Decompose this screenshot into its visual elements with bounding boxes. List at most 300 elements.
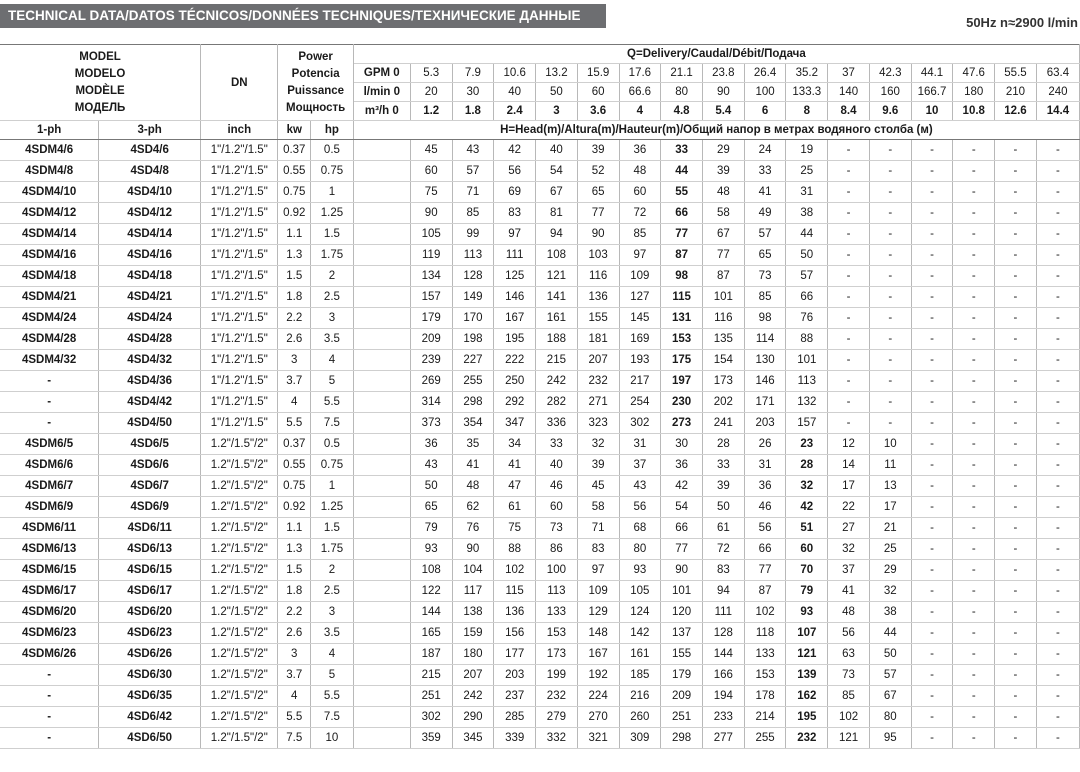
hp-value: 3.5: [311, 623, 354, 644]
table-row: [0, 266, 1080, 287]
head-spacer: [353, 623, 410, 644]
head-value: -: [828, 203, 870, 224]
head-value: 237: [494, 686, 536, 707]
head-value: 90: [661, 560, 703, 581]
head-value: 56: [744, 518, 786, 539]
hp-value: 1: [311, 476, 354, 497]
head-value: 41: [828, 581, 870, 602]
hp-value: 1: [311, 182, 354, 203]
head-value: 173: [536, 644, 578, 665]
head-value: 124: [619, 602, 661, 623]
model-3ph: 4SD4/24: [99, 308, 201, 329]
head-value: -: [869, 266, 911, 287]
head-value: 227: [452, 350, 494, 371]
head-value: -: [1036, 518, 1079, 539]
head-spacer: [353, 560, 410, 581]
dn-value: 1.2"/1.5"/2": [201, 665, 278, 686]
hp-value: 3: [311, 308, 354, 329]
head-value: 345: [452, 728, 494, 749]
head-value: -: [953, 539, 995, 560]
model-1ph: 4SDM4/24: [0, 308, 99, 329]
head-value: 111: [494, 245, 536, 266]
head-value: 42: [661, 476, 703, 497]
head-value: 131: [661, 308, 703, 329]
dn-header: DN: [201, 45, 278, 121]
lmin-value: 133.3: [786, 83, 828, 102]
head-value: -: [1036, 329, 1079, 350]
head-spacer: [353, 350, 410, 371]
head-value: 139: [786, 665, 828, 686]
head-value: 43: [410, 455, 452, 476]
kw-value: 1.1: [278, 518, 311, 539]
head-value: 87: [702, 266, 744, 287]
head-value: 22: [828, 497, 870, 518]
head-value: -: [828, 224, 870, 245]
lmin-value: 30: [452, 83, 494, 102]
head-value: 162: [786, 686, 828, 707]
head-spacer: [353, 371, 410, 392]
dn-value: 1"/1.2"/1.5": [201, 161, 278, 182]
head-value: -: [953, 266, 995, 287]
hp-value: 2: [311, 266, 354, 287]
head-value: 251: [410, 686, 452, 707]
head-value: 144: [410, 602, 452, 623]
kw-value: 3: [278, 350, 311, 371]
model-1ph: 4SDM4/14: [0, 224, 99, 245]
model-1ph: 4SDM6/5: [0, 434, 99, 455]
head-value: -: [911, 497, 953, 518]
head-value: -: [953, 623, 995, 644]
head-value: -: [953, 224, 995, 245]
model-1ph: -: [0, 686, 99, 707]
col-kw: kw: [278, 121, 311, 140]
head-value: 332: [536, 728, 578, 749]
head-value: 122: [410, 581, 452, 602]
head-value: 88: [786, 329, 828, 350]
dn-value: 1"/1.2"/1.5": [201, 413, 278, 434]
head-value: 167: [577, 644, 619, 665]
head-value: 216: [619, 686, 661, 707]
model-3ph: 4SD4/32: [99, 350, 201, 371]
head-value: -: [911, 434, 953, 455]
head-value: 34: [494, 434, 536, 455]
head-value: 38: [869, 602, 911, 623]
page-title: TECHNICAL DATA/DATOS TÉCNICOS/DONNÉES TECHNIQUES/ТЕХНИЧЕСКИЕ ДАННЫЕ: [0, 4, 606, 28]
head-value: 31: [744, 455, 786, 476]
head-value: 133: [536, 602, 578, 623]
kw-value: 0.37: [278, 434, 311, 455]
model-3ph: 4SD6/30: [99, 665, 201, 686]
head-value: 94: [536, 224, 578, 245]
head-value: 29: [869, 560, 911, 581]
head-spacer: [353, 308, 410, 329]
head-value: -: [869, 287, 911, 308]
head-value: 314: [410, 392, 452, 413]
head-value: -: [911, 350, 953, 371]
m3h-value: 1.8: [452, 102, 494, 121]
head-value: 57: [786, 266, 828, 287]
dn-value: 1.2"/1.5"/2": [201, 623, 278, 644]
head-value: -: [911, 266, 953, 287]
head-value: 32: [786, 476, 828, 497]
table-row: [0, 518, 1080, 539]
hp-value: 1.25: [311, 497, 354, 518]
model-1ph: 4SDM6/23: [0, 623, 99, 644]
table-row: [0, 308, 1080, 329]
head-value: 217: [619, 371, 661, 392]
head-value: 197: [661, 371, 703, 392]
head-value: -: [911, 623, 953, 644]
model-3ph: 4SD6/7: [99, 476, 201, 497]
head-value: 271: [577, 392, 619, 413]
head-value: -: [953, 161, 995, 182]
head-value: 67: [536, 182, 578, 203]
head-value: 144: [702, 644, 744, 665]
model-1ph: 4SDM4/8: [0, 161, 99, 182]
head-value: 298: [661, 728, 703, 749]
lmin-value: 80: [661, 83, 703, 102]
gpm-value: 7.9: [452, 64, 494, 83]
table-row: [0, 413, 1080, 434]
head-value: 71: [577, 518, 619, 539]
head-value: 11: [869, 455, 911, 476]
head-value: 50: [869, 644, 911, 665]
head-value: 73: [828, 665, 870, 686]
dn-value: 1"/1.2"/1.5": [201, 308, 278, 329]
hp-value: 10: [311, 728, 354, 749]
lmin-value: 240: [1036, 83, 1079, 102]
head-value: -: [828, 371, 870, 392]
head-spacer: [353, 392, 410, 413]
m3h-value: 8: [786, 102, 828, 121]
kw-value: 1.3: [278, 539, 311, 560]
hp-value: 5: [311, 371, 354, 392]
head-value: 42: [494, 140, 536, 161]
head-value: -: [828, 392, 870, 413]
head-value: -: [953, 140, 995, 161]
model-3ph: 4SD4/14: [99, 224, 201, 245]
head-value: 359: [410, 728, 452, 749]
head-value: 273: [661, 413, 703, 434]
dn-value: 1.2"/1.5"/2": [201, 455, 278, 476]
dn-value: 1.2"/1.5"/2": [201, 728, 278, 749]
head-value: 302: [410, 707, 452, 728]
head-value: -: [1036, 623, 1079, 644]
head-value: 38: [786, 203, 828, 224]
head-value: 68: [619, 518, 661, 539]
head-value: 63: [828, 644, 870, 665]
head-value: 177: [494, 644, 536, 665]
model-3ph: 4SD4/42: [99, 392, 201, 413]
head-value: -: [911, 476, 953, 497]
technical-data-table: [0, 44, 1080, 749]
col-hp: hp: [311, 121, 354, 140]
head-spacer: [353, 602, 410, 623]
head-value: -: [953, 602, 995, 623]
head-value: -: [953, 245, 995, 266]
head-value: -: [953, 686, 995, 707]
head-spacer: [353, 476, 410, 497]
head-value: -: [869, 308, 911, 329]
head-value: 71: [452, 182, 494, 203]
kw-value: 1.8: [278, 581, 311, 602]
head-value: 19: [786, 140, 828, 161]
head-value: 181: [577, 329, 619, 350]
hp-value: 1.5: [311, 224, 354, 245]
head-value: 104: [452, 560, 494, 581]
head-spacer: [353, 707, 410, 728]
head-value: 170: [452, 308, 494, 329]
dn-value: 1"/1.2"/1.5": [201, 287, 278, 308]
gpm-value: 23.8: [702, 64, 744, 83]
head-value: 242: [536, 371, 578, 392]
model-3ph: 4SD6/20: [99, 602, 201, 623]
kw-value: 3.7: [278, 665, 311, 686]
model-label-es: MODELO: [74, 67, 126, 80]
head-value: 73: [744, 266, 786, 287]
head-value: 102: [828, 707, 870, 728]
head-value: -: [1036, 245, 1079, 266]
head-value: 66: [661, 518, 703, 539]
head-value: 60: [619, 182, 661, 203]
table-row: [0, 602, 1080, 623]
head-value: -: [869, 350, 911, 371]
m3h-value: 9.6: [869, 102, 911, 121]
head-value: -: [1036, 434, 1079, 455]
model-3ph: 4SD6/11: [99, 518, 201, 539]
head-value: 43: [619, 476, 661, 497]
head-value: 66: [661, 203, 703, 224]
head-value: 108: [536, 245, 578, 266]
head-value: -: [1036, 581, 1079, 602]
head-value: 44: [869, 623, 911, 644]
head-value: 128: [702, 623, 744, 644]
head-value: 10: [869, 434, 911, 455]
head-value: -: [953, 308, 995, 329]
head-value: 46: [536, 476, 578, 497]
head-value: 73: [536, 518, 578, 539]
head-value: 94: [702, 581, 744, 602]
model-label-en: MODEL: [79, 50, 121, 63]
dn-value: 1"/1.2"/1.5": [201, 182, 278, 203]
head-value: 45: [577, 476, 619, 497]
head-value: -: [828, 350, 870, 371]
head-value: -: [1036, 182, 1079, 203]
model-1ph: 4SDM6/9: [0, 497, 99, 518]
head-value: 101: [661, 581, 703, 602]
model-3ph: 4SD4/50: [99, 413, 201, 434]
head-value: -: [953, 665, 995, 686]
gpm-label: GPM 0: [353, 64, 410, 83]
head-value: 44: [786, 224, 828, 245]
head-value: 117: [452, 581, 494, 602]
head-value: 37: [828, 560, 870, 581]
head-value: -: [953, 392, 995, 413]
head-value: 50: [702, 497, 744, 518]
head-value: 81: [536, 203, 578, 224]
head-value: 66: [744, 539, 786, 560]
head-value: 69: [494, 182, 536, 203]
head-value: 111: [702, 602, 744, 623]
head-value: -: [1036, 161, 1079, 182]
head-value: 62: [452, 497, 494, 518]
power-label-fr: Puissance: [287, 84, 345, 97]
head-value: -: [953, 560, 995, 581]
model-3ph: 4SD6/15: [99, 560, 201, 581]
hp-value: 0.5: [311, 434, 354, 455]
head-value: -: [911, 455, 953, 476]
head-spacer: [353, 728, 410, 749]
head-value: 298: [452, 392, 494, 413]
head-value: -: [995, 371, 1037, 392]
m3h-value: 3: [536, 102, 578, 121]
head-value: 114: [744, 329, 786, 350]
model-3ph: 4SD4/28: [99, 329, 201, 350]
table-row: [0, 644, 1080, 665]
head-value: 58: [702, 203, 744, 224]
head-value: -: [995, 140, 1037, 161]
head-value: 251: [661, 707, 703, 728]
head-value: 214: [744, 707, 786, 728]
head-value: 40: [536, 455, 578, 476]
head-value: 65: [744, 245, 786, 266]
head-value: 39: [702, 161, 744, 182]
table-row: [0, 224, 1080, 245]
head-value: 209: [410, 329, 452, 350]
head-value: 33: [536, 434, 578, 455]
head-value: -: [953, 581, 995, 602]
m3h-value: 1.2: [410, 102, 452, 121]
head-value: -: [1036, 287, 1079, 308]
head-value: -: [995, 287, 1037, 308]
lmin-value: 90: [702, 83, 744, 102]
head-value: 87: [744, 581, 786, 602]
head-spacer: [353, 644, 410, 665]
table-row: [0, 350, 1080, 371]
kw-value: 7.5: [278, 728, 311, 749]
gpm-value: 42.3: [869, 64, 911, 83]
table-row: [0, 329, 1080, 350]
head-value: 290: [452, 707, 494, 728]
head-value: -: [995, 413, 1037, 434]
lmin-value: 20: [410, 83, 452, 102]
head-value: 192: [577, 665, 619, 686]
head-value: 279: [536, 707, 578, 728]
table-row: [0, 203, 1080, 224]
head-value: -: [1036, 686, 1079, 707]
model-1ph: 4SDM6/7: [0, 476, 99, 497]
head-value: 36: [410, 434, 452, 455]
head-value: 173: [702, 371, 744, 392]
lmin-value: 140: [828, 83, 870, 102]
head-value: -: [995, 350, 1037, 371]
head-value: -: [995, 434, 1037, 455]
head-value: 136: [494, 602, 536, 623]
head-value: -: [953, 287, 995, 308]
head-value: 48: [702, 182, 744, 203]
kw-value: 2.6: [278, 329, 311, 350]
table-row: [0, 497, 1080, 518]
head-value: 347: [494, 413, 536, 434]
head-value: 169: [619, 329, 661, 350]
head-value: 61: [702, 518, 744, 539]
head-value: -: [828, 266, 870, 287]
head-value: 86: [536, 539, 578, 560]
head-value: -: [995, 161, 1037, 182]
head-spacer: [353, 686, 410, 707]
head-value: 97: [619, 245, 661, 266]
hp-value: 0.75: [311, 455, 354, 476]
head-value: -: [995, 329, 1037, 350]
head-value: -: [828, 413, 870, 434]
lmin-value: 166.7: [911, 83, 953, 102]
head-value: 33: [661, 140, 703, 161]
head-value: 116: [577, 266, 619, 287]
model-3ph: 4SD6/50: [99, 728, 201, 749]
power-label-es: Potencia: [291, 67, 340, 80]
table-row: [0, 434, 1080, 455]
head-value: -: [869, 203, 911, 224]
head-value: -: [911, 203, 953, 224]
lmin-value: 66.6: [619, 83, 661, 102]
table-row: [0, 539, 1080, 560]
head-value: -: [869, 371, 911, 392]
head-value: 121: [536, 266, 578, 287]
head-value: 31: [619, 434, 661, 455]
head-value: 156: [494, 623, 536, 644]
head-value: 24: [744, 140, 786, 161]
model-3ph: 4SD6/17: [99, 581, 201, 602]
m3h-value: 4: [619, 102, 661, 121]
hp-value: 5.5: [311, 686, 354, 707]
head-value: 128: [452, 266, 494, 287]
head-value: 180: [452, 644, 494, 665]
model-1ph: 4SDM4/32: [0, 350, 99, 371]
head-value: 121: [828, 728, 870, 749]
head-value: 149: [452, 287, 494, 308]
model-1ph: -: [0, 413, 99, 434]
head-value: 65: [410, 497, 452, 518]
model-1ph: 4SDM4/18: [0, 266, 99, 287]
head-value: 354: [452, 413, 494, 434]
hp-value: 2: [311, 560, 354, 581]
head-value: -: [995, 245, 1037, 266]
head-value: 207: [452, 665, 494, 686]
head-value: 77: [744, 560, 786, 581]
model-1ph: 4SDM6/20: [0, 602, 99, 623]
kw-value: 0.92: [278, 497, 311, 518]
kw-value: 0.75: [278, 182, 311, 203]
kw-value: 0.92: [278, 203, 311, 224]
head-value: -: [995, 518, 1037, 539]
head-value: 119: [410, 245, 452, 266]
head-value: 195: [494, 329, 536, 350]
head-value: 77: [661, 224, 703, 245]
kw-value: 5.5: [278, 413, 311, 434]
head-value: -: [911, 308, 953, 329]
lmin-value: 100: [744, 83, 786, 102]
dn-value: 1"/1.2"/1.5": [201, 203, 278, 224]
head-value: -: [911, 518, 953, 539]
head-value: -: [953, 371, 995, 392]
head-value: 120: [661, 602, 703, 623]
head-value: 98: [744, 308, 786, 329]
head-value: 75: [410, 182, 452, 203]
head-value: 50: [410, 476, 452, 497]
model-1ph: 4SDM4/10: [0, 182, 99, 203]
kw-value: 3.7: [278, 371, 311, 392]
head-value: -: [1036, 266, 1079, 287]
